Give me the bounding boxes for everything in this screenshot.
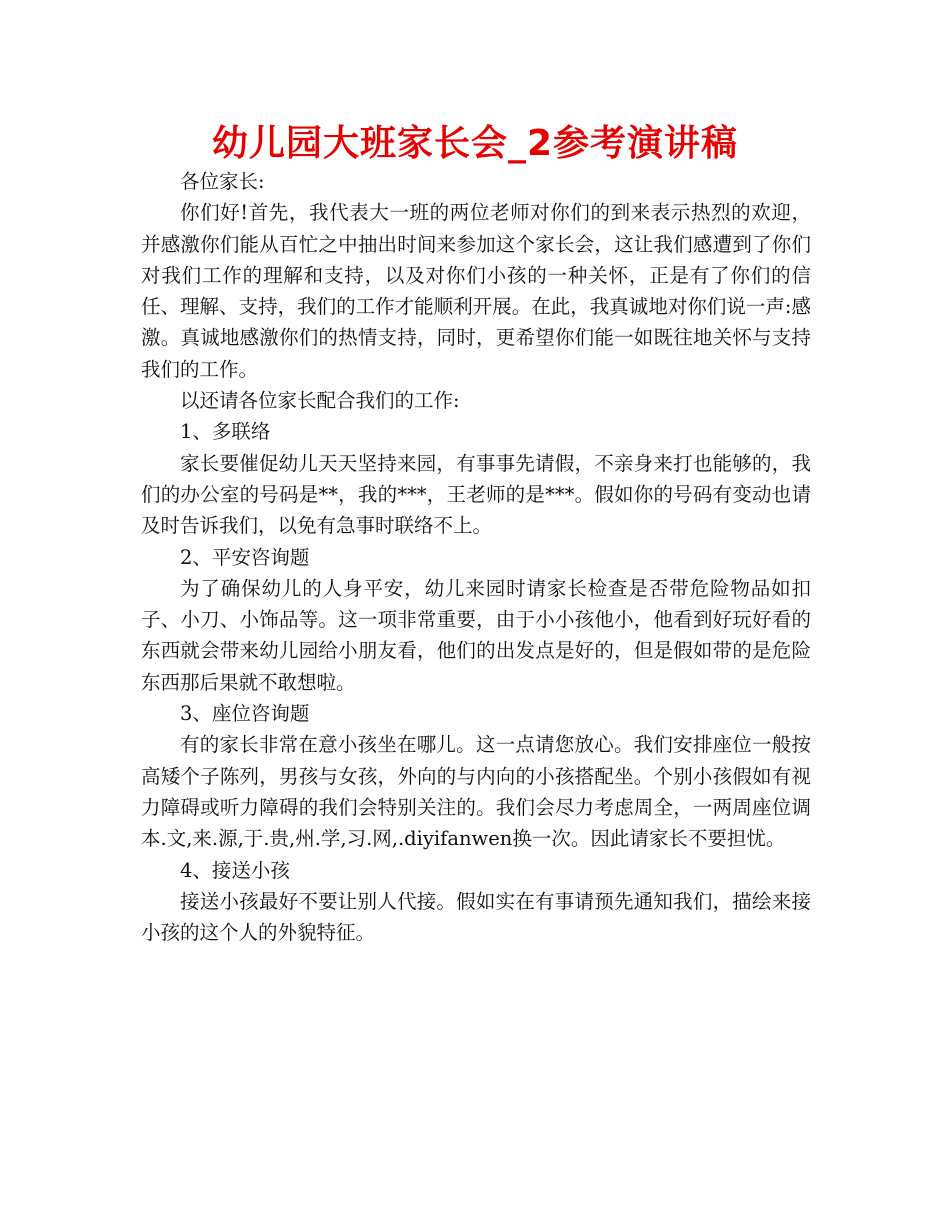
paragraph-seating: 有的家长非常在意小孩坐在哪儿。这一点请您放心。我们安排座位一般按高矮个子陈列，男孩与女孩，外向的与内向的小孩搭配坐。个别小孩假如有视力障碍或听力障碍的我们会特别关注的。我们会尽力考虑周全，一两周座位调本.文,来.源,于.贵,州.学,习.网,.diyifanwen换一次。因此请家长不要担忧。 bbox=[141, 733, 811, 851]
document-body bbox=[141, 166, 811, 948]
section-heading-seating: 3、座位咨询题 bbox=[180, 702, 310, 726]
section-heading-contact: 1、多联络 bbox=[180, 420, 271, 444]
paragraph-welcome: 你们好!首先，我代表大一班的两位老师对你们的到来表示热烈的欢迎，并感激你们能从百忙之中抽出时间来参加这个家长会，这让我们感遭到了你们对我们工作的理解和支持，以及对你们小孩的一种关怀，正是有了你们的信任、理解、支持，我们的工作才能顺利开展。在此，我真诚地对你们说一声:感激。真诚地感激你们的热情支持，同时，更希望你们能一如既往地关怀与支持我们的工作。 bbox=[141, 201, 811, 381]
document-title: 幼儿园大班家长会_2参考演讲稿 bbox=[211, 123, 739, 164]
section-heading-pickup: 4、接送小孩 bbox=[180, 858, 290, 882]
paragraph-request: 以还请各位家长配合我们的工作: bbox=[180, 389, 460, 413]
section-heading-safety: 2、平安咨询题 bbox=[180, 545, 310, 569]
paragraph-salutation: 各位家长: bbox=[180, 170, 265, 193]
paragraph-safety: 为了确保幼儿的人身平安，幼儿来园时请家长检查是否带危险物品如扣子、小刀、小饰品等。这一项非常重要，由于小小孩他小，他看到好玩好看的东西就会带来幼儿园给小朋友看，他们的出发点是好的，但是假如带的是危险东西那后果就不敢想啦。 bbox=[141, 576, 811, 694]
paragraph-contact: 家长要催促幼儿天天坚持来园，有事事先请假，不亲身来打也能够的，我们的办公室的号码是**，我的***，王老师的是***。假如你的号码有变动也请及时告诉我们，以免有急事时联络不上。 bbox=[141, 451, 811, 538]
paragraph-pickup: 接送小孩最好不要让别人代接。假如实在有事请预先通知我们，描绘来接小孩的这个人的外貌特征。 bbox=[141, 889, 811, 945]
